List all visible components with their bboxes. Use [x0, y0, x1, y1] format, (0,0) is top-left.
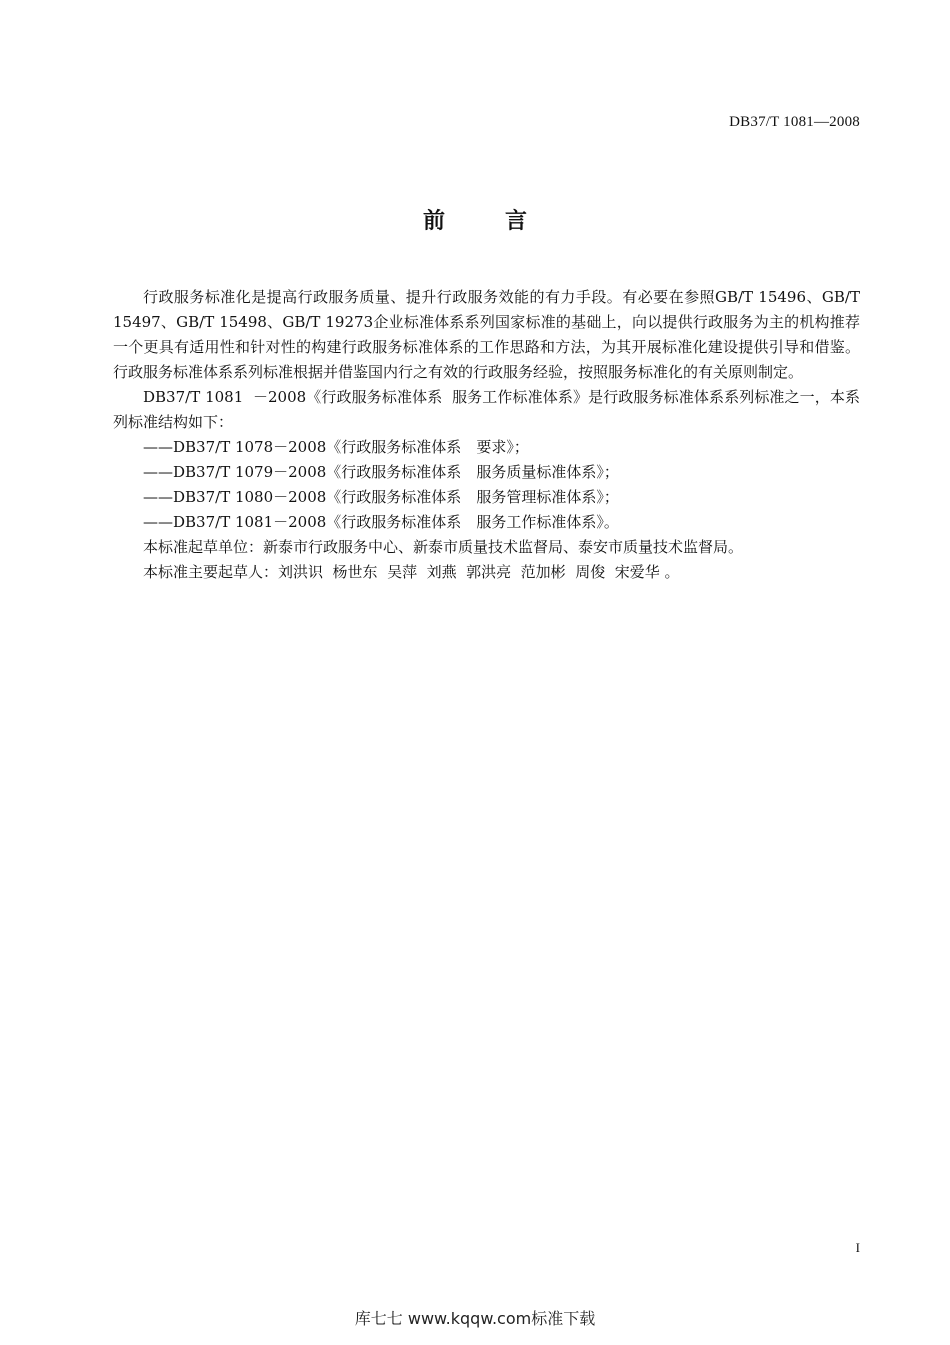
footer-watermark-link[interactable]: 库七七 www.kqqw.com标准下载	[354, 1309, 596, 1328]
foreword-body	[113, 285, 860, 585]
list-item-suffix: 要求》；	[476, 438, 529, 456]
intro-paragraph: 行政服务标准化是提高行政服务质量、提升行政服务效能的有力手段。有必要在参照GB/T 15496、GB/T 15497、GB/T 15498、GB/T 19273企业标准体系系列国家标准的基础上，向以提供行政服务为主的机构推荐一个更具有适用性和针对性的构建行政服务标准体系的工作思路和方法，为其开展标准化建设提供引导和借鉴。行政服务标准体系系列标准根据并借鉴国内行之有效的行政服务经验，按照服务标准化的有关原则制定。	[113, 288, 860, 381]
list-item	[113, 460, 860, 485]
drafting-units: 本标准起草单位：新泰市行政服务中心、新泰市质量技术监督局、泰安市质量技术监督局。	[143, 538, 744, 556]
page-number: I	[855, 1240, 860, 1255]
list-item	[113, 510, 860, 535]
document-code: DB37/T 1081—2008	[729, 114, 860, 130]
list-item	[113, 435, 860, 460]
list-item-suffix: 服务工作标准体系》。	[476, 513, 619, 531]
page-title: 前言	[422, 209, 587, 234]
list-item-prefix: ——DB37/T 1080－2008《行政服务标准体系	[143, 488, 462, 506]
list-item-prefix: ——DB37/T 1079－2008《行政服务标准体系	[143, 463, 462, 481]
list-item	[113, 485, 860, 510]
list-item-suffix: 服务管理标准体系》；	[476, 488, 619, 506]
list-item-suffix: 服务质量标准体系》；	[476, 463, 619, 481]
list-item-prefix: ——DB37/T 1078－2008《行政服务标准体系	[143, 438, 462, 456]
list-item-prefix: ——DB37/T 1081－2008《行政服务标准体系	[143, 513, 462, 531]
series-paragraph: DB37/T 1081 －2008《行政服务标准体系 服务工作标准体系》是行政服务标准体系系列标准之一，本系列标准结构如下：	[113, 388, 860, 431]
drafters: 本标准主要起草人：刘洪识 杨世东 吴萍 刘燕 郭洪亮 范加彬 周俊 宋爱华 。	[143, 563, 680, 581]
